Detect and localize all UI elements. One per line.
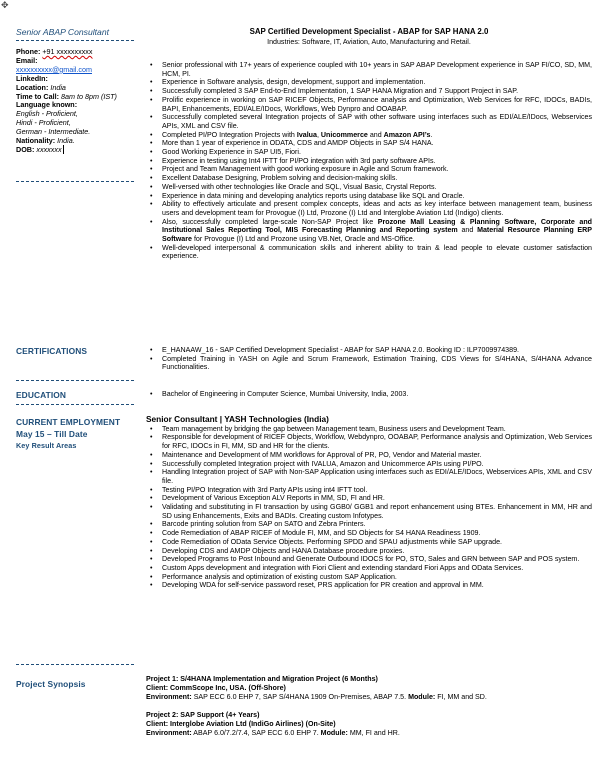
dob-line [16, 146, 142, 155]
education-list [146, 390, 592, 399]
industries-line: Industries: Software, IT, Aviation, Auto, Manufacturing and Retail. [267, 38, 471, 46]
bullet-item: • Code Remediation of ABAP RICEF of Module FI, MM, and SD Objects for S4 HANA Readiness 1909. [146, 529, 592, 538]
dob-label: DOB: [16, 144, 35, 154]
bullet-item: • E_HANAAW_16 - SAP Certified Development Specialist - ABAP for SAP HANA 2.0. Booking ID : ILP7009974389. [146, 346, 592, 355]
bullet-item: • Validating and substituting in FI transaction by using GGB0/ GGB1 and report enhancement using BTEs. Enhancement in MM, HR and SD using Enhancements, Exits and BADIs. Creating custom Infotypes. [146, 503, 592, 520]
role-title: Senior ABAP Consultant [16, 27, 109, 37]
project-client: Client: CommScope Inc, USA. (Off-Shore) [146, 684, 286, 693]
bullet-item: • Performance analysis and optimization of existing custom SAP Application. [146, 573, 592, 582]
phone-label: Phone: [16, 47, 41, 56]
language-item: English - Proficient, [16, 109, 78, 119]
bullet-item: • Successfully completed several Integration projects of SAP with other software using interfaces such as EDI/ALE/IDocs, Webservices APIs, XML and CSV file. [146, 113, 592, 130]
bullet-item: • Team management by bridging the gap between Management team, Business users and Development Team. [146, 425, 592, 434]
employment-dates: May 15 – Till Date [16, 429, 88, 439]
bullet-item: • Senior professional with 17+ years of experience coupled with 10+ years in SAP ABAP Development experience in SAP FI/CO, SD, MM, HCM, PI. [146, 61, 592, 78]
bullet-item: • Handling Integration project of SAP with Non-SAP Application using interfaces such as EDI/ALE/IDocs, Webservices APIs, XML and CSV file. [146, 468, 592, 485]
job-responsibilities-list [146, 425, 592, 590]
bullet-item: • Bachelor of Engineering in Computer Science, Mumbai University, India, 2003. [146, 390, 592, 399]
certification-headline: SAP Certified Development Specialist - ABAP for SAP HANA 2.0 [249, 27, 489, 36]
time-label: Time to Call: [16, 91, 59, 101]
bullet-item: • Testing PI/PO Integration with 3rd Party APIs using int4 IFTT tool. [146, 486, 592, 495]
language-item: German - Intermediate. [16, 127, 91, 137]
phone-value: +91 xxxxxxxxxx [42, 47, 93, 56]
left-divider [16, 40, 134, 41]
bullet-item: • Experience in data mining and developing analytics reports using database like SQL and Oracle. [146, 192, 592, 201]
education-heading: EDUCATION [16, 390, 67, 400]
bullet-item: • Completed Training in YASH on Agile and Scrum Framework, Estimation Training, CDS Views for S/4HANA, S/4HANA Advance Functionalities. [146, 355, 592, 372]
left-divider [16, 380, 134, 381]
bullet-item: • Project and Team Management with good working exposure in Agile and Scrum framework. [146, 165, 592, 174]
bullet-item: • Successfully completed Integration project with IVALUA, Amazon and Unicommerce APIs using PI/PO. [146, 460, 592, 469]
project-synopsis-section [146, 675, 592, 738]
project-synopsis-heading: Project Synopsis [16, 679, 86, 689]
summary-section [146, 61, 592, 261]
bullet-item: • Maintenance and Development of MM workflows for Approval of PR, PO, Vendor and Material master. [146, 451, 592, 460]
project-client: Client: Interglobe Aviation Ltd (IndiGo Airlines) (On-Site) [146, 719, 336, 728]
education-section [146, 390, 592, 399]
nationality-label: Nationality: [16, 136, 56, 146]
linkedin-label: LinkedIn: [16, 73, 48, 83]
bullet-item: • Development of Various Exception ALV Reports in MM, SD, FI and HR. [146, 494, 592, 503]
bullet-item: • Custom Apps development and integration with Fiori Client and extending standard Fiori Apps and OData Services. [146, 564, 592, 573]
email-label: Email: [16, 55, 38, 65]
bullet-item: • Also, successfully completed large-scale Non-SAP Project like Prozone Mall Leasing & Planning Software, Corporate and Institutional Sales Reporting Tool, MIS Forecasting Planning and Reporting system and Material Resource Planning ERP Software for Provogue (I) Ltd and Prozone using VB.Net, Oracle and MS-Office. [146, 218, 592, 244]
left-divider [16, 664, 134, 665]
bullet-item: • Developing CDS and AMDP Objects and HANA Database procedure proxies. [146, 547, 592, 556]
location-value: India [50, 82, 66, 92]
bullet-item: • Completed PI/PO Integration Projects with Ivalua, Unicommerce and Amazon API’s. [146, 131, 592, 140]
certifications-section [146, 346, 592, 372]
bullet-item: • Excellent Database Designing, Problem solving and decision-making skills. [146, 174, 592, 183]
bullet-item: • More than 1 year of experience in ODATA, CDS and AMDP Objects in SAP S/4 HANA. [146, 139, 592, 148]
contact-block [16, 48, 142, 155]
bullet-item: • Well-versed with other technologies like Oracle and SQL, Visual Basic, Crystal Reports. [146, 183, 592, 192]
project-title: Project 2: SAP Support (4+ Years) [146, 710, 260, 719]
left-divider [16, 181, 134, 182]
bullet-item: • Developed Programs to Post Inbound and Generate Outbound IDOCS for PO, STO, Sales and GRN between SAP and POS system. [146, 555, 592, 564]
summary-list [146, 61, 592, 261]
bullet-item: • Well-developed interpersonal & communication skills and inherent ability to train & lead people to elevate customer satisfaction experience. [146, 244, 592, 261]
bullet-item: • Good Working Experience in SAP UI5, Fiori. [146, 148, 592, 157]
language-item: Hindi - Proficient, [16, 118, 71, 128]
job-title: Senior Consultant | YASH Technologies (India) [146, 414, 329, 424]
location-label: Location: [16, 82, 49, 92]
dob-value: xxxxxxx [36, 144, 62, 154]
bullet-item: • Responsible for development of RICEF Objects, Workflow, Webdynpro, OOABAP, Performance analysis and Optimization, Web Services for RFC, IDOCs in FI, MM, SD and HR for the clients. [146, 433, 592, 450]
bullet-item: • Prolific experience in working on SAP RICEF Objects, Performance analysis and Optimization, Web Services for RFC, IDOCs, BADIs, BAPI, Enhancements, EDI/ALE/IDocs, Workflows, Web Dynpro and OOABAP. [146, 96, 592, 113]
certifications-heading: CERTIFICATIONS [16, 346, 88, 356]
employment-section [146, 415, 592, 590]
bullet-item: • Ability to effectively articulate and present complex concepts, ideas and acts as key interface between management team, business users and development team for Provogue (I) Ltd, Prozone (I) Ltd and Interglobe Aviation Ltd (Indigo) clients. [146, 200, 592, 217]
nationality-value: India. [57, 136, 75, 146]
bullet-item: • Successfully completed 3 SAP End-to-End Implementation, 1 SAP HANA Migration and 7 Support Project in SAP. [146, 87, 592, 96]
key-result-areas-label: Key Result Areas [16, 441, 77, 450]
bullet-item: • Experience in Software analysis, design, development, support and implementation. [146, 78, 592, 87]
bullet-item: • Developing WDA for self-service password reset, PRS application for PR creation and approval in MM. [146, 581, 592, 590]
table-move-handle-icon[interactable]: ✥ [1, 1, 9, 11]
project-title: Project 1: S/4HANA Implementation and Migration Project (6 Months) [146, 675, 378, 683]
time-value: 8am to 8pm (IST) [61, 91, 117, 101]
bullet-item: • Experience in testing using Int4 IFTT for PI/PO integration with 3rd party software APIs. [146, 157, 592, 166]
bullet-item: • Code Remediation of OData Service Objects. Performing SPDD and SPAU adjustments while SAP upgrade. [146, 538, 592, 547]
certifications-list [146, 346, 592, 372]
project-environment: Environment: SAP ECC 6.0 EHP 7, SAP S/4HANA 1909 On-Premises, ABAP 7.5. Module: FI, MM and SD. [146, 693, 487, 702]
employment-heading: CURRENT EMPLOYMENT [16, 417, 121, 427]
project-environment: Environment: ABAP 6.0/7.2/7.4, SAP ECC 6.0 EHP 7. Module: MM, FI and HR. [146, 729, 400, 738]
text-cursor [63, 145, 64, 154]
languages-label: Language known: [16, 100, 78, 110]
email-link[interactable]: xxxxxxxxxx@gmail.com [16, 64, 92, 74]
bullet-item: • Barcode printing solution from SAP on SATO and Zebra Printers. [146, 520, 592, 529]
left-divider [16, 404, 134, 405]
